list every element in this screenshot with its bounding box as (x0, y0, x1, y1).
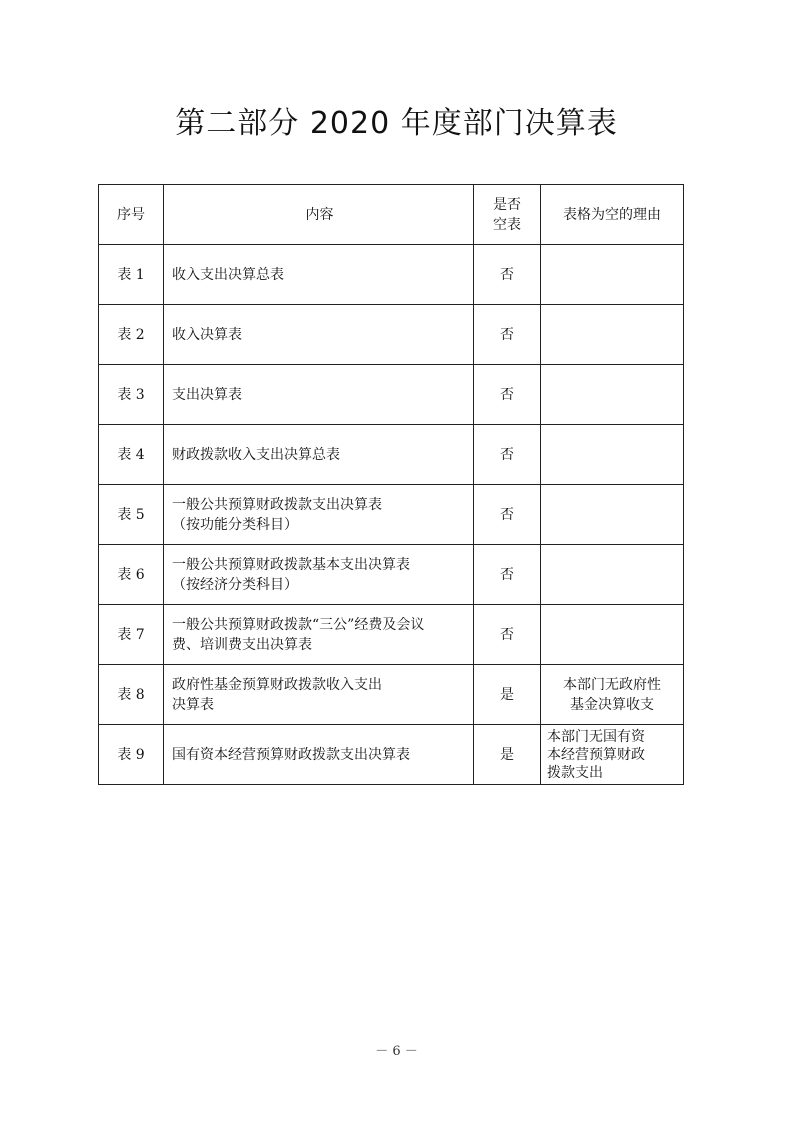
table-row (99, 545, 684, 605)
header-is-empty-line1: 是否 (493, 196, 521, 213)
row-is-empty: 是 (474, 725, 541, 785)
table-row (99, 365, 684, 425)
row-is-empty: 否 (474, 605, 541, 665)
row-reason: 本部门无国有资 本经营预算财政 拨款支出 (541, 725, 684, 785)
row-is-empty: 否 (474, 365, 541, 425)
row-content: 一般公共预算财政拨款“三公”经费及会议 费、培训费支出决算表 (164, 605, 474, 665)
row-reason (541, 485, 684, 545)
row-reason: 本部门无政府性 基金决算收支 (541, 665, 684, 725)
table-row (99, 245, 684, 305)
table-row (99, 425, 684, 485)
header-content: 内容 (164, 185, 474, 245)
row-is-empty: 否 (474, 245, 541, 305)
row-seq: 表 8 (99, 665, 164, 725)
row-seq: 表 6 (99, 545, 164, 605)
page-number: － 6 － (375, 1044, 418, 1059)
row-content: 财政拨款收入支出决算总表 (164, 425, 474, 485)
header-seq: 序号 (99, 185, 164, 245)
header-reason: 表格为空的理由 (541, 185, 684, 245)
row-seq: 表 2 (99, 305, 164, 365)
row-reason (541, 365, 684, 425)
row-seq: 表 4 (99, 425, 164, 485)
table-row (99, 665, 684, 725)
row-seq: 表 5 (99, 485, 164, 545)
row-content: 支出决算表 (164, 365, 474, 425)
row-content: 政府性基金预算财政拨款收入支出 决算表 (164, 665, 474, 725)
table-row (99, 305, 684, 365)
row-reason (541, 605, 684, 665)
final-accounts-catalog-table (98, 184, 684, 785)
header-is-empty (474, 185, 541, 245)
row-content: 一般公共预算财政拨款支出决算表 （按功能分类科目） (164, 485, 474, 545)
row-reason (541, 305, 684, 365)
row-is-empty: 是 (474, 665, 541, 725)
row-is-empty: 否 (474, 305, 541, 365)
page-title: 第二部分 2020 年度部门决算表 (175, 106, 618, 141)
row-reason (541, 545, 684, 605)
row-is-empty: 否 (474, 485, 541, 545)
row-content: 一般公共预算财政拨款基本支出决算表 （按经济分类科目） (164, 545, 474, 605)
row-is-empty: 否 (474, 425, 541, 485)
row-is-empty: 否 (474, 545, 541, 605)
row-seq: 表 7 (99, 605, 164, 665)
row-seq: 表 3 (99, 365, 164, 425)
row-content: 收入支出决算总表 (164, 245, 474, 305)
table-row (99, 605, 684, 665)
row-content: 国有资本经营预算财政拨款支出决算表 (164, 725, 474, 785)
row-seq: 表 9 (99, 725, 164, 785)
row-seq: 表 1 (99, 245, 164, 305)
row-reason (541, 245, 684, 305)
table-row (99, 725, 684, 785)
row-content: 收入决算表 (164, 305, 474, 365)
row-reason (541, 425, 684, 485)
table-header-row (99, 185, 684, 245)
header-is-empty-line2: 空表 (493, 216, 521, 233)
table-row (99, 485, 684, 545)
